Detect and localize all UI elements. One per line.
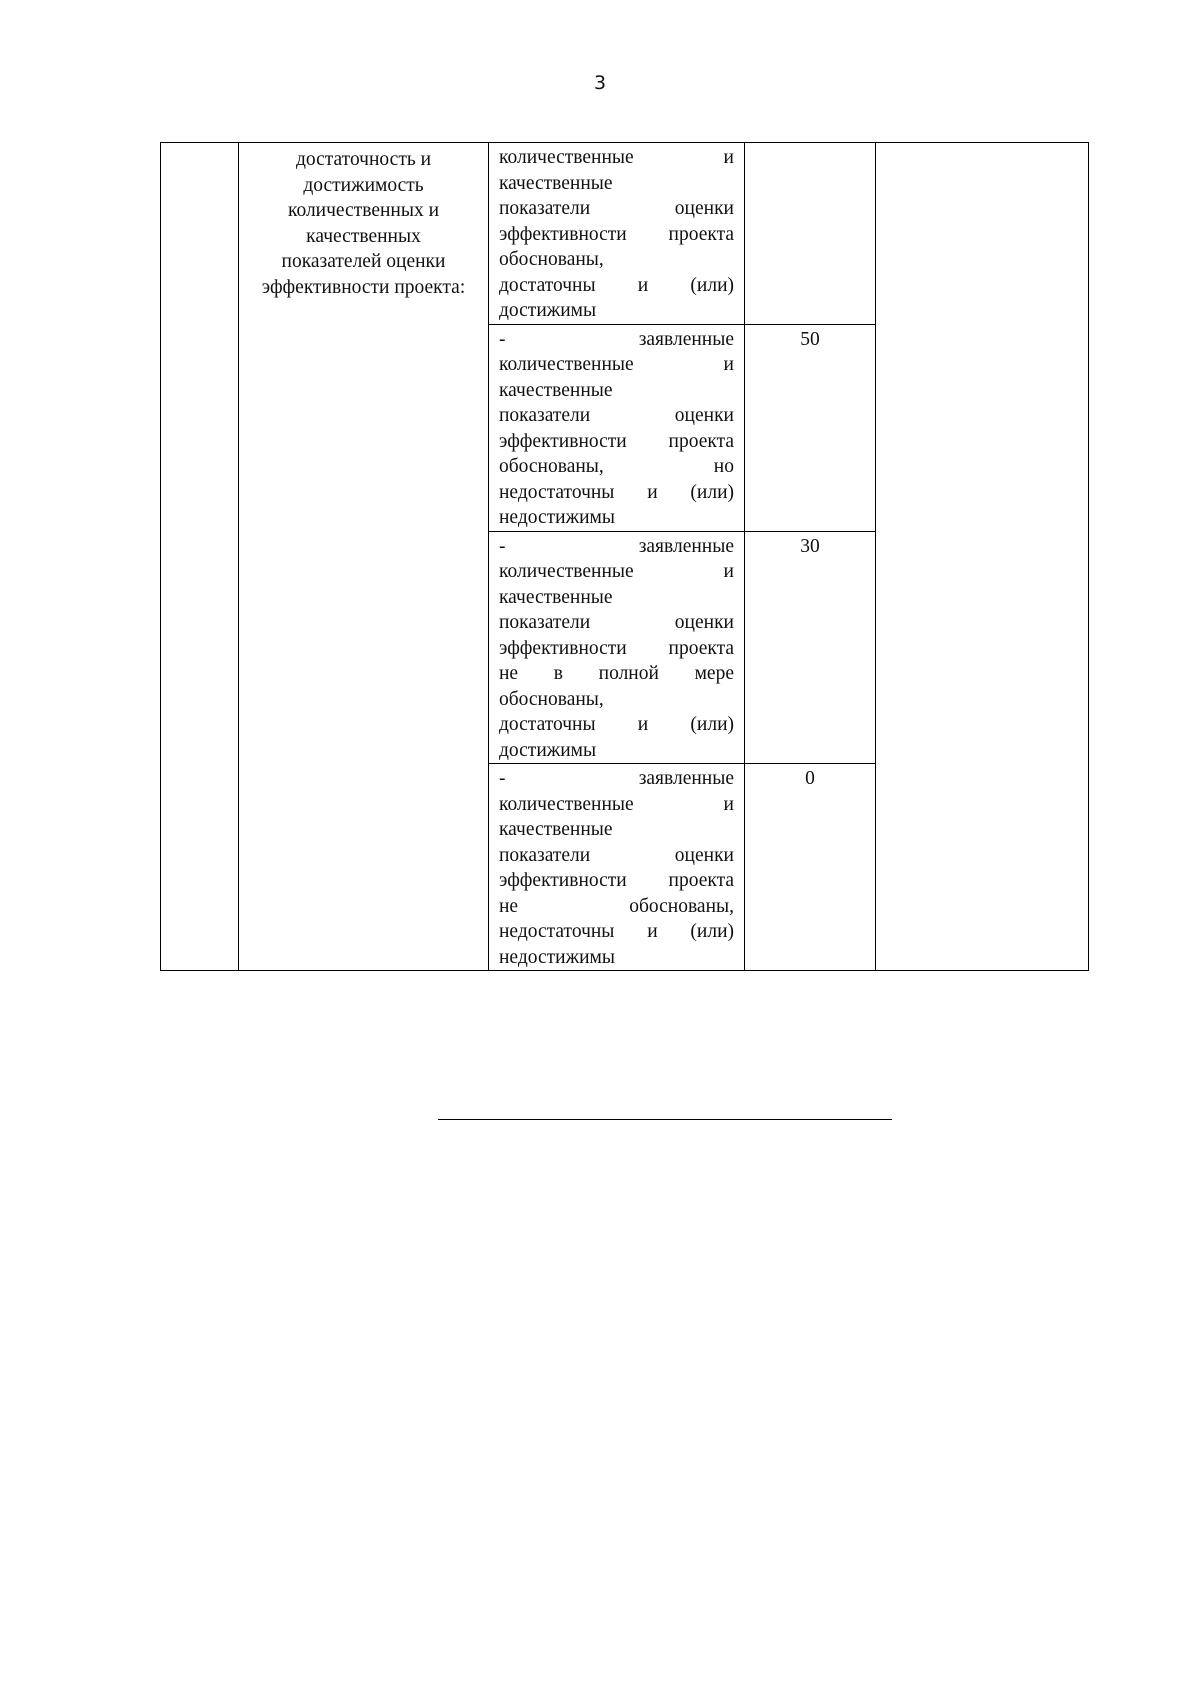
description-line: обоснованы,	[499, 249, 604, 270]
description-line: показатели оценки	[499, 844, 734, 866]
description-line: количественные и	[499, 793, 734, 815]
description-line: не обоснованы,	[499, 895, 734, 917]
description-cell	[489, 143, 745, 325]
notes-cell	[876, 143, 1089, 971]
description-line: эффективности проекта	[499, 430, 734, 452]
table-row	[161, 143, 1089, 325]
description-line: качественные	[499, 819, 613, 840]
page-number: 3	[593, 72, 607, 94]
description-line: недостижимы	[499, 507, 615, 528]
description-cell	[489, 324, 745, 531]
description-cell	[489, 764, 745, 971]
description-line: недостаточны и (или)	[499, 481, 734, 503]
description-line: качественные	[499, 172, 613, 194]
evaluation-table-container	[160, 142, 1089, 971]
criteria-cell: достаточность и достижимость количественных и качественных показателей оценки эффективности проекта:	[239, 143, 489, 971]
score-cell	[745, 143, 876, 325]
description-line: обоснованы, но	[499, 456, 734, 477]
description-line: недостижимы	[499, 946, 615, 968]
signature-line	[438, 1119, 892, 1120]
score-cell: 0	[745, 764, 876, 971]
description-line: обоснованы,	[499, 688, 604, 710]
description-line: эффективности проекта	[499, 637, 734, 659]
description-line: достижимы	[499, 739, 597, 761]
description-line: недостаточны и (или)	[499, 921, 734, 942]
score-cell: 50	[745, 324, 876, 531]
description-cell	[489, 531, 745, 764]
description-line: показатели оценки	[499, 612, 734, 633]
description-line: эффективности проекта	[499, 223, 734, 245]
description-line: достаточны и (или)	[499, 714, 734, 735]
description-line: качественные	[499, 379, 613, 401]
description-line: - заявленные	[499, 535, 734, 557]
description-line: достаточны и (или)	[499, 274, 734, 296]
description-line: эффективности проекта	[499, 870, 734, 891]
score-cell: 30	[745, 531, 876, 764]
description-line: не в полной мере	[499, 663, 734, 684]
description-line: показатели оценки	[499, 405, 734, 426]
description-line: количественные и	[499, 561, 734, 582]
description-line: - заявленные	[499, 328, 734, 350]
description-line: достижимы	[499, 300, 597, 321]
description-line: показатели оценки	[499, 198, 734, 219]
evaluation-criteria-table	[160, 142, 1089, 971]
description-line: - заявленные	[499, 768, 734, 789]
description-line: количественные и	[499, 147, 734, 168]
description-line: качественные	[499, 586, 613, 608]
description-line: количественные и	[499, 354, 734, 375]
number-cell	[161, 143, 239, 971]
